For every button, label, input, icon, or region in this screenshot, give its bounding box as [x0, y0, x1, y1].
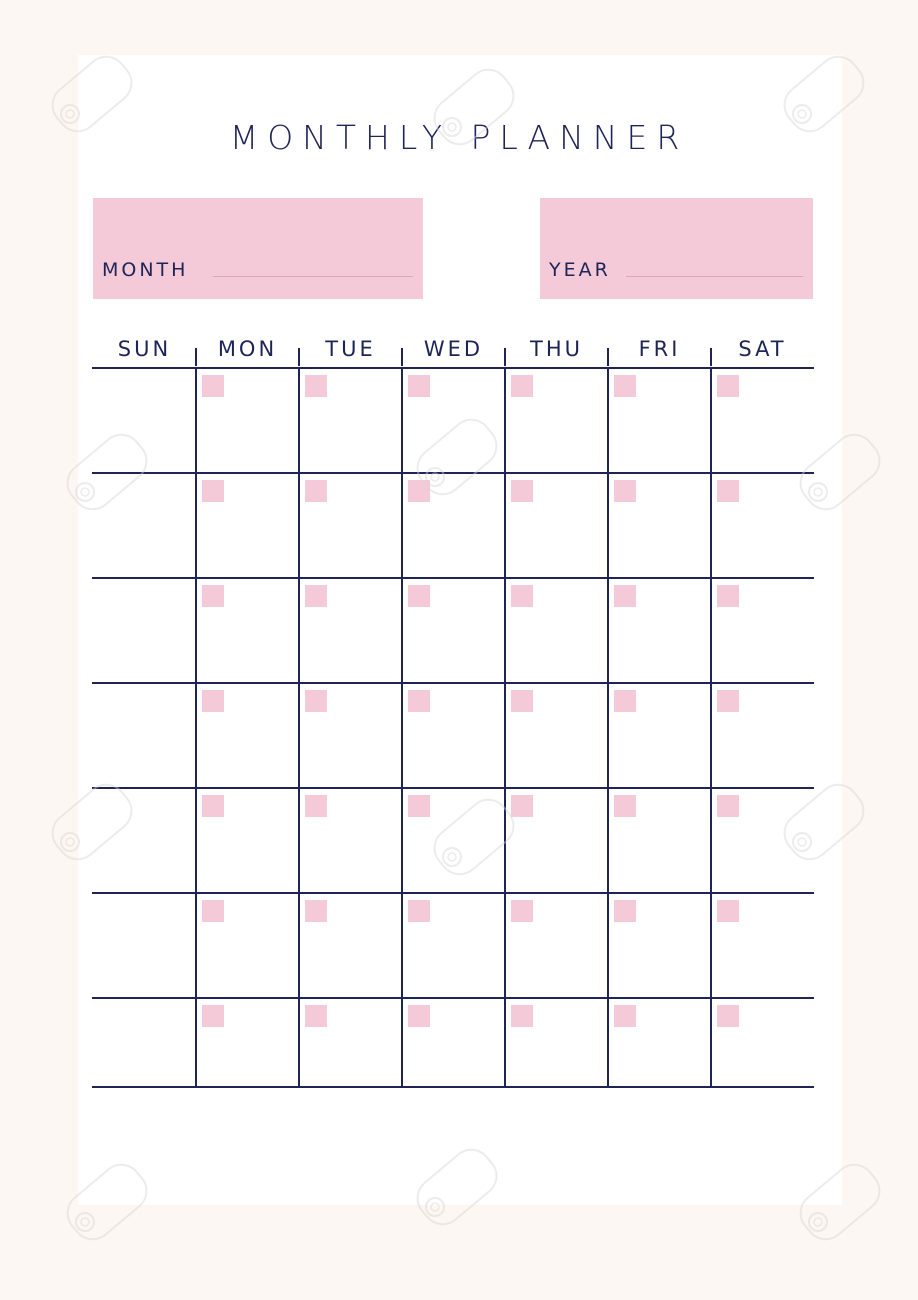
day-header-mon: MON [217, 337, 278, 361]
date-marker[interactable] [202, 900, 224, 922]
date-marker[interactable] [717, 585, 739, 607]
date-marker[interactable] [614, 585, 636, 607]
date-marker[interactable] [614, 900, 636, 922]
watermark-icon [788, 420, 892, 524]
date-marker[interactable] [408, 1005, 430, 1027]
month-field[interactable] [93, 198, 423, 299]
day-header-sat: SAT [738, 337, 787, 361]
year-label: YEAR [549, 259, 611, 281]
date-marker[interactable] [408, 375, 430, 397]
watermark-icon [40, 42, 144, 146]
month-writing-line [213, 276, 413, 277]
watermark-icon [772, 42, 876, 146]
watermark-icon [405, 1135, 509, 1239]
date-marker[interactable] [305, 480, 327, 502]
date-marker[interactable] [408, 900, 430, 922]
day-header-sun: SUN [117, 337, 172, 361]
week-row-line [92, 997, 814, 999]
date-marker[interactable] [202, 690, 224, 712]
watermark-icon [422, 55, 526, 159]
watermark-icon [55, 420, 159, 524]
header-divider [401, 348, 403, 366]
date-marker[interactable] [614, 375, 636, 397]
date-marker[interactable] [202, 585, 224, 607]
date-marker[interactable] [511, 585, 533, 607]
date-marker[interactable] [717, 375, 739, 397]
day-header-thu: THU [530, 337, 583, 361]
date-marker[interactable] [614, 1005, 636, 1027]
week-row-line [92, 892, 814, 894]
day-column-line [710, 368, 712, 1088]
date-marker[interactable] [305, 795, 327, 817]
week-row-line [92, 367, 814, 369]
date-marker[interactable] [305, 585, 327, 607]
week-row-line [92, 577, 814, 579]
date-marker[interactable] [511, 690, 533, 712]
day-column-line [401, 368, 403, 1088]
header-divider [504, 348, 506, 366]
date-marker[interactable] [614, 690, 636, 712]
date-marker[interactable] [614, 480, 636, 502]
day-column-line [195, 368, 197, 1088]
date-marker[interactable] [511, 480, 533, 502]
header-divider [195, 348, 197, 366]
date-marker[interactable] [408, 690, 430, 712]
date-marker[interactable] [202, 375, 224, 397]
header-divider [710, 348, 712, 366]
date-marker[interactable] [717, 795, 739, 817]
date-marker[interactable] [202, 480, 224, 502]
date-marker[interactable] [305, 375, 327, 397]
watermark-icon [405, 405, 509, 509]
date-marker[interactable] [408, 585, 430, 607]
date-marker[interactable] [717, 480, 739, 502]
watermark-icon [788, 1150, 892, 1254]
watermark-icon [55, 1150, 159, 1254]
day-header-wed: WED [423, 337, 484, 361]
date-marker[interactable] [305, 690, 327, 712]
day-header-tue: TUE [325, 337, 376, 361]
date-marker[interactable] [511, 1005, 533, 1027]
year-field[interactable] [540, 198, 813, 299]
date-marker[interactable] [305, 900, 327, 922]
week-row-line [92, 682, 814, 684]
date-marker[interactable] [305, 1005, 327, 1027]
day-header-fri: FRI [638, 337, 681, 361]
date-marker[interactable] [614, 795, 636, 817]
watermark-icon [40, 770, 144, 874]
header-divider [607, 348, 609, 366]
date-marker[interactable] [511, 375, 533, 397]
week-row-line [92, 1086, 814, 1088]
date-marker[interactable] [717, 690, 739, 712]
date-marker[interactable] [717, 1005, 739, 1027]
date-marker[interactable] [202, 795, 224, 817]
year-writing-line [626, 276, 803, 277]
day-column-line [607, 368, 609, 1088]
page-title: MONTHLY PLANNER [229, 118, 689, 157]
header-divider [298, 348, 300, 366]
watermark-icon [422, 785, 526, 889]
watermark-icon [772, 770, 876, 874]
day-column-line [298, 368, 300, 1088]
date-marker[interactable] [511, 900, 533, 922]
date-marker[interactable] [717, 900, 739, 922]
date-marker[interactable] [202, 1005, 224, 1027]
month-label: MONTH [102, 259, 189, 281]
